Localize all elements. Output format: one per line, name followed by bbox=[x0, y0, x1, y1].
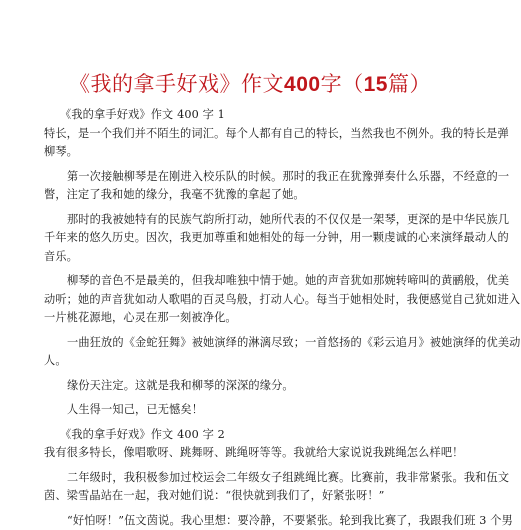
paragraph-line: 一曲狂放的《金蛇狂舞》被她演绎的淋漓尽致；一首悠扬的《彩云追月》被她演绎的优美动 bbox=[44, 334, 460, 353]
paragraph-line: 一片桃花源地，心灵在那一刻被净化。 bbox=[44, 309, 460, 328]
paragraph-line: 动听；她的声音犹如动人歌唱的百灵鸟般，打动人心。每当于她相处时，我便感觉自己犹如进入 bbox=[44, 291, 460, 310]
essay-1-paragraph bbox=[44, 401, 460, 420]
paragraph-line: “好怕呀！”伍文茵说。我心里想：要冷静，不要紧张。轮到我比赛了，我跟我们班 3 个男 bbox=[44, 512, 460, 530]
essay-1-heading: 《我的拿手好戏》作文 400 字 1 bbox=[44, 106, 460, 125]
paragraph-line: 音乐。 bbox=[44, 248, 460, 267]
essay-2-paragraph bbox=[44, 512, 460, 530]
essay-1-paragraph bbox=[44, 211, 460, 267]
essay-2-paragraph bbox=[44, 469, 460, 506]
paragraph-line: 茵、梁雪晶站在一起，我对她们说：“很快就到我们了，好紧张呀！” bbox=[44, 487, 460, 506]
paragraph-line: 柳琴的音色不是最美的，但我却唯独中情于她。她的声音犹如那婉转啼叫的黄鹂般，优美 bbox=[44, 272, 460, 291]
essay-1-paragraph bbox=[44, 377, 460, 396]
title-middle: 字（ bbox=[321, 72, 364, 96]
essay-1-paragraph bbox=[44, 168, 460, 205]
title-count: 15 bbox=[364, 73, 388, 96]
document-body bbox=[44, 106, 460, 530]
paragraph-line: 千年来的悠久历史。因次，我更加尊重和她相处的每一分钟，用一颗虔诚的心来演绎最动人的 bbox=[44, 229, 460, 248]
essay-1-paragraph bbox=[44, 272, 460, 328]
title-suffix: 篇） bbox=[388, 72, 431, 96]
paragraph-line: 第一次接触柳琴是在刚进入校乐队的时候。那时的我正在犹豫弹奏什么乐器，不经意的一 bbox=[44, 168, 460, 187]
title-number: 400 bbox=[284, 73, 321, 96]
paragraph-line: 瞥，注定了我和她的缘分，我毫不犹豫的拿起了她。 bbox=[44, 186, 460, 205]
paragraph-line: 人。 bbox=[44, 352, 460, 371]
paragraph-line: 那时的我被她特有的民族气韵所打动，她所代表的不仅仅是一架琴，更深的是中华民族几 bbox=[44, 211, 460, 230]
essay-2-heading: 《我的拿手好戏》作文 400 字 2 bbox=[44, 426, 460, 445]
paragraph-line: 缘份天注定。这就是我和柳琴的深深的缘分。 bbox=[44, 377, 460, 396]
title-prefix: 《我的拿手好戏》作文 bbox=[69, 72, 284, 96]
paragraph-line: 人生得一知己，已无憾矣！ bbox=[44, 401, 460, 420]
document-title bbox=[0, 68, 500, 98]
essay-1-paragraph bbox=[44, 334, 460, 371]
paragraph-line: 二年级时，我积极参加过校运会二年级女子组跳绳比赛。比赛前，我非常紧张。我和伍文 bbox=[44, 469, 460, 488]
essay-1-line: 特长，是一个我们并不陌生的词汇。每个人都有自己的特长，当然我也不例外。我的特长是弹 bbox=[44, 125, 460, 144]
essay-1-line: 柳琴。 bbox=[44, 143, 460, 162]
essay-2-line: 我有很多特长，像唱歌呀、跳舞呀、跳绳呀等等。我就给大家说说我跳绳怎么样吧！ bbox=[44, 444, 460, 463]
